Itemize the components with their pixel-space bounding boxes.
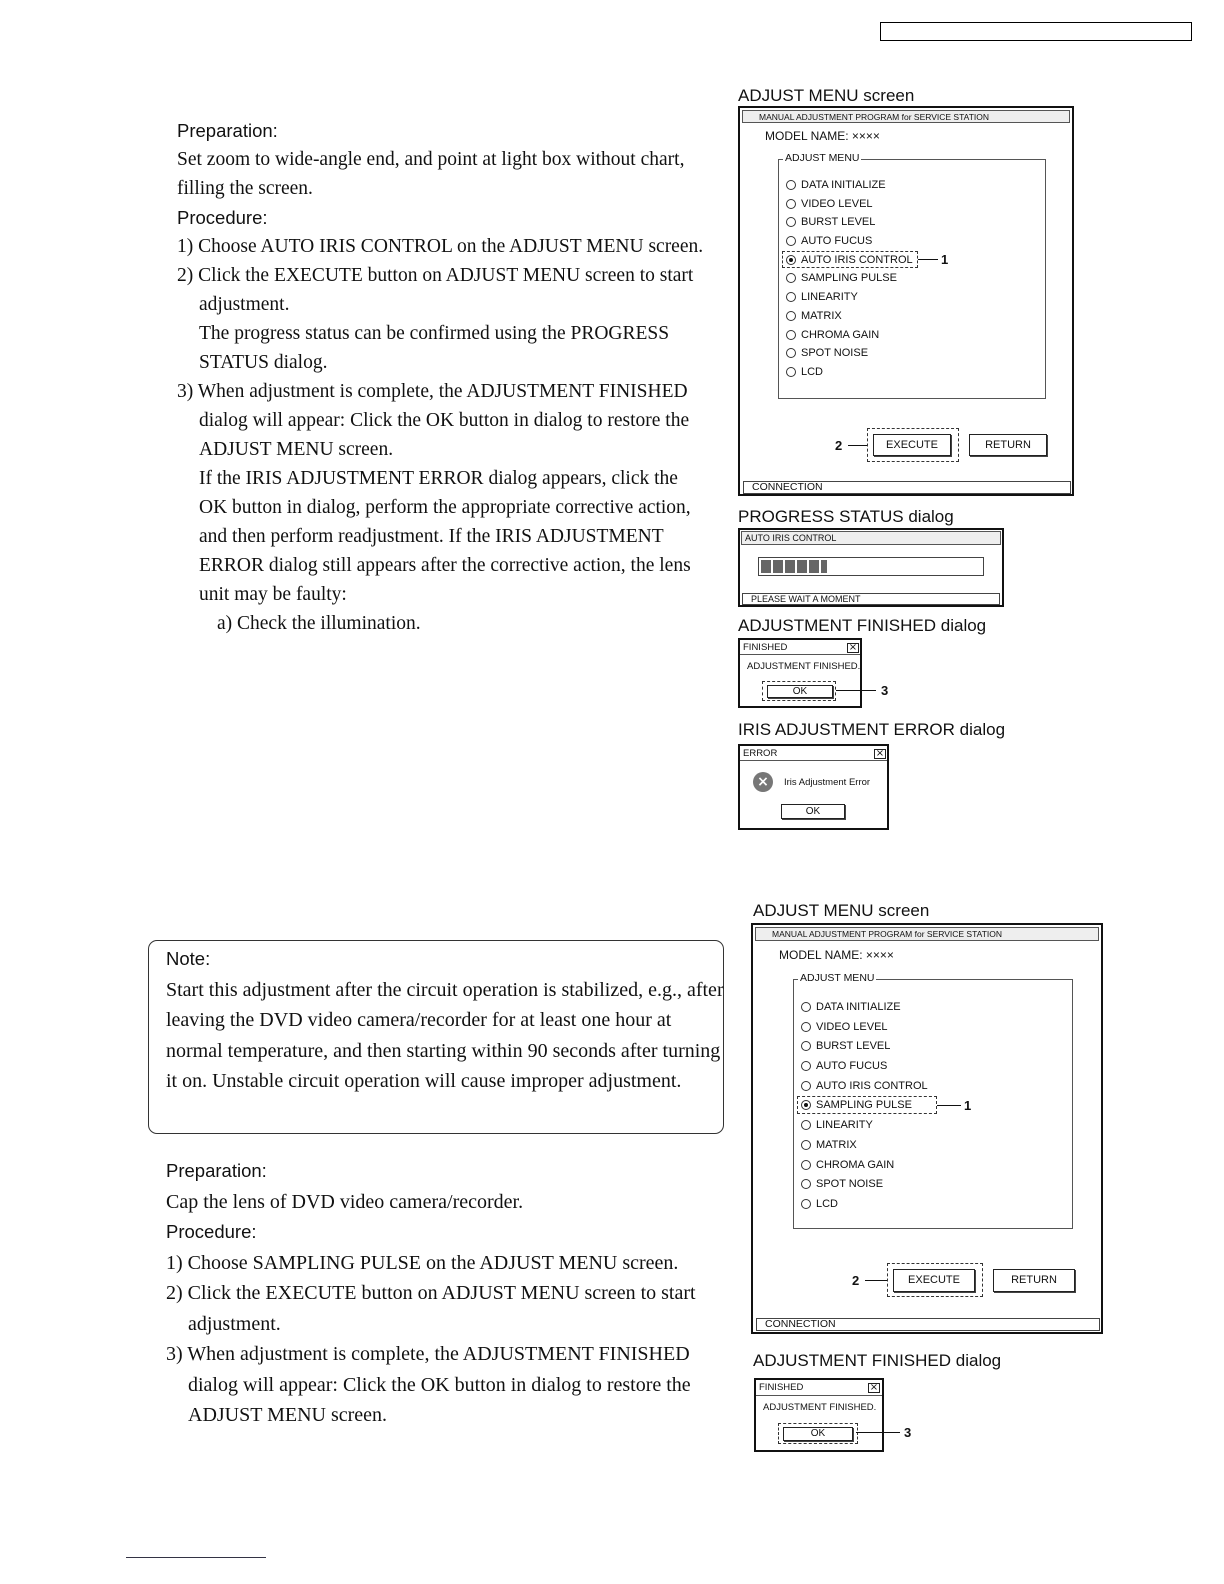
- section2-text: [166, 1156, 711, 1431]
- close-icon[interactable]: ×: [875, 748, 885, 759]
- fig3-message: ADJUSTMENT FINISHED.: [747, 661, 861, 672]
- fig5-menu-item[interactable]: AUTO IRIS CONTROL: [801, 1079, 928, 1093]
- fig1-menu-item[interactable]: DATA INITIALIZE: [786, 178, 913, 192]
- fig5-group-label: ADJUST MENU: [800, 972, 875, 984]
- fig5-menu-item[interactable]: MATRIX: [801, 1138, 928, 1152]
- fig1-menu-item[interactable]: BURST LEVEL: [786, 215, 913, 229]
- section1-step3: 3) When adjustment is complete, the ADJUSTMENT FINISHED dialog will appear: Click the OK button in dialog to restore the ADJUST MENU screen.: [177, 381, 690, 460]
- section1-step1: 1) Choose AUTO IRIS CONTROL on the ADJUST MENU screen.: [177, 236, 704, 257]
- fig5-callout2-line: [865, 1280, 887, 1281]
- fig4-title-rule: [740, 760, 887, 761]
- fig1-highlight-box: [782, 251, 918, 268]
- section1-text: [177, 116, 707, 638]
- fig5-window: [751, 923, 1103, 1334]
- fig5-highlight-box: [797, 1096, 937, 1114]
- fig3-ok-button[interactable]: OK: [767, 685, 833, 698]
- note-text: Start this adjustment after the circuit operation is stabilized, e.g., after leaving the DVD video camera/recorder for at least one hour at normal temperature, and then starting within 90 seconds after turning it on. Unstable circuit operation will cause improper adjustment.: [166, 978, 724, 1092]
- section1-prep-heading: Preparation:: [177, 120, 278, 141]
- fig6-callout: 3: [904, 1425, 912, 1440]
- fig1-menu-list: [786, 178, 913, 379]
- radio-icon: [786, 199, 796, 209]
- radio-icon: [801, 1081, 811, 1091]
- note-heading: Note:: [166, 948, 211, 969]
- radio-icon: [786, 273, 796, 283]
- fig5-status-bar: CONNECTION: [756, 1318, 1100, 1331]
- radio-icon: [801, 1160, 811, 1170]
- fig5-callout2: 2: [852, 1273, 860, 1288]
- section2-step1: 1) Choose SAMPLING PULSE on the ADJUST MENU screen.: [166, 1251, 679, 1274]
- fig5-menu-item[interactable]: AUTO FUCUS: [801, 1059, 928, 1073]
- fig2-window-title: AUTO IRIS CONTROL: [741, 531, 1001, 545]
- radio-icon: [801, 1002, 811, 1012]
- footer-rule: [126, 1557, 266, 1558]
- fig5-callout1-line: [937, 1105, 961, 1106]
- fig4-window: [738, 744, 889, 830]
- fig5-callout1: 1: [964, 1098, 972, 1113]
- fig1-menu-item[interactable]: AUTO FUCUS: [786, 234, 913, 248]
- section2-step2: 2) Click the EXECUTE button on ADJUST MENU screen to start adjustment.: [166, 1282, 696, 1335]
- fig1-return-button[interactable]: RETURN: [969, 434, 1047, 456]
- fig1-callout2-line: [848, 445, 867, 446]
- radio-icon: [801, 1120, 811, 1130]
- fig4-title: IRIS ADJUSTMENT ERROR dialog: [738, 720, 1006, 739]
- fig1-title: ADJUST MENU screen: [738, 86, 915, 105]
- fig5-menu-item[interactable]: CHROMA GAIN: [801, 1158, 928, 1172]
- note-text-block: [166, 944, 726, 1097]
- fig1-status-bar: CONNECTION: [743, 481, 1071, 494]
- section1-prep-text: Set zoom to wide-angle end, and point at light box without chart, filling the screen.: [177, 149, 685, 199]
- radio-icon: [786, 180, 796, 190]
- fig6-callout-line: [856, 1432, 900, 1433]
- radio-icon: [786, 217, 796, 227]
- fig5-title: ADJUST MENU screen: [753, 901, 930, 920]
- fig2-title: PROGRESS STATUS dialog: [738, 507, 954, 526]
- radio-icon: [786, 311, 796, 321]
- section2-prep-heading: Preparation:: [166, 1160, 267, 1181]
- fig5-window-title: MANUAL ADJUSTMENT PROGRAM for SERVICE STATION: [755, 927, 1099, 941]
- section2-proc-heading: Procedure:: [166, 1221, 257, 1242]
- fig5-menu-item[interactable]: LCD: [801, 1197, 928, 1211]
- error-icon: ×: [753, 772, 773, 792]
- fig4-ok-button[interactable]: OK: [781, 804, 845, 819]
- radio-icon: [786, 367, 796, 377]
- fig1-callout1-line: [918, 259, 938, 260]
- fig2-status: PLEASE WAIT A MOMENT: [742, 593, 1000, 605]
- fig5-model-name: MODEL NAME: ××××: [779, 948, 894, 962]
- fig1-menu-item[interactable]: LINEARITY: [786, 290, 913, 304]
- radio-icon: [801, 1140, 811, 1150]
- fig5-execute-button[interactable]: EXECUTE: [893, 1269, 975, 1292]
- fig1-group-label: ADJUST MENU: [785, 152, 860, 164]
- fig6-title-rule: [756, 1395, 882, 1396]
- fig1-menu-item[interactable]: LCD: [786, 365, 913, 379]
- radio-icon: [786, 330, 796, 340]
- fig3-callout-line: [836, 690, 876, 691]
- fig1-window-title: MANUAL ADJUSTMENT PROGRAM for SERVICE STATION: [742, 110, 1070, 123]
- radio-icon: [801, 1061, 811, 1071]
- section1-step3-sub: a) Check the illumination.: [217, 613, 421, 634]
- section2-step3: 3) When adjustment is complete, the ADJUSTMENT FINISHED dialog will appear: Click the OK button in dialog to restore the ADJUST MENU screen.: [166, 1343, 691, 1426]
- fig1-menu-item[interactable]: CHROMA GAIN: [786, 328, 913, 342]
- fig6-window: [754, 1378, 884, 1452]
- fig5-menu-item[interactable]: BURST LEVEL: [801, 1039, 928, 1053]
- section1-proc-heading: Procedure:: [177, 207, 268, 228]
- fig1-execute-button[interactable]: EXECUTE: [873, 434, 951, 456]
- fig1-menu-item[interactable]: SPOT NOISE: [786, 346, 913, 360]
- fig1-callout1: 1: [941, 252, 949, 267]
- fig2-progress-fill: [761, 560, 827, 573]
- section1-step2-note: The progress status can be confirmed using the PROGRESS STATUS dialog.: [199, 323, 670, 373]
- fig3-window-title: FINISHED: [743, 642, 788, 653]
- fig3-window: [738, 638, 862, 708]
- radio-icon: [786, 292, 796, 302]
- fig5-menu-item[interactable]: SPOT NOISE: [801, 1177, 928, 1191]
- fig6-title: ADJUSTMENT FINISHED dialog: [753, 1351, 1002, 1370]
- section2-prep-text: Cap the lens of DVD video camera/recorder.: [166, 1190, 524, 1213]
- fig1-model-name: MODEL NAME: ××××: [765, 129, 880, 143]
- fig4-window-title: ERROR: [743, 748, 778, 759]
- radio-icon: [801, 1179, 811, 1189]
- fig5-return-button[interactable]: RETURN: [993, 1269, 1075, 1292]
- radio-icon: [786, 348, 796, 358]
- fig1-menu-item-selected[interactable]: AUTO IRIS CONTROL: [786, 253, 913, 267]
- radio-icon: [786, 236, 796, 246]
- fig6-message: ADJUSTMENT FINISHED.: [763, 1402, 877, 1413]
- fig2-progress-track: [758, 557, 984, 576]
- close-icon[interactable]: ×: [869, 1382, 879, 1393]
- fig5-menu-item[interactable]: LINEARITY: [801, 1118, 928, 1132]
- fig5-menu-item[interactable]: DATA INITIALIZE: [801, 1000, 928, 1014]
- fig1-callout2: 2: [835, 438, 843, 453]
- radio-icon: [801, 1022, 811, 1032]
- fig5-menu-item-selected[interactable]: SAMPLING PULSE: [801, 1098, 928, 1112]
- close-icon[interactable]: ×: [848, 642, 858, 653]
- section1-step3-note: If the IRIS ADJUSTMENT ERROR dialog appears, click the OK button in dialog, perform the appropriate corrective action, and then perform readjustment. If the IRIS ADJUSTMENT ERROR dialog still appears after the corrective action, the lens unit may be faulty:: [199, 468, 691, 605]
- fig1-menu-item[interactable]: SAMPLING PULSE: [786, 271, 913, 285]
- radio-icon: [801, 1199, 811, 1209]
- fig3-title-rule: [740, 654, 860, 655]
- radio-icon: [801, 1041, 811, 1051]
- fig3-title: ADJUSTMENT FINISHED dialog: [738, 616, 987, 635]
- fig1-menu-item[interactable]: MATRIX: [786, 309, 913, 323]
- fig1-window: [738, 106, 1074, 496]
- fig5-menu-item[interactable]: VIDEO LEVEL: [801, 1020, 928, 1034]
- fig6-window-title: FINISHED: [759, 1382, 804, 1393]
- fig2-window: [738, 528, 1004, 607]
- fig1-menu-item[interactable]: VIDEO LEVEL: [786, 197, 913, 211]
- fig3-callout: 3: [881, 683, 889, 698]
- fig4-message: Iris Adjustment Error: [784, 777, 871, 788]
- header-box: [880, 22, 1192, 41]
- fig6-ok-button[interactable]: OK: [783, 1427, 853, 1441]
- section1-step2: 2) Click the EXECUTE button on ADJUST MENU screen to start adjustment.: [177, 265, 694, 315]
